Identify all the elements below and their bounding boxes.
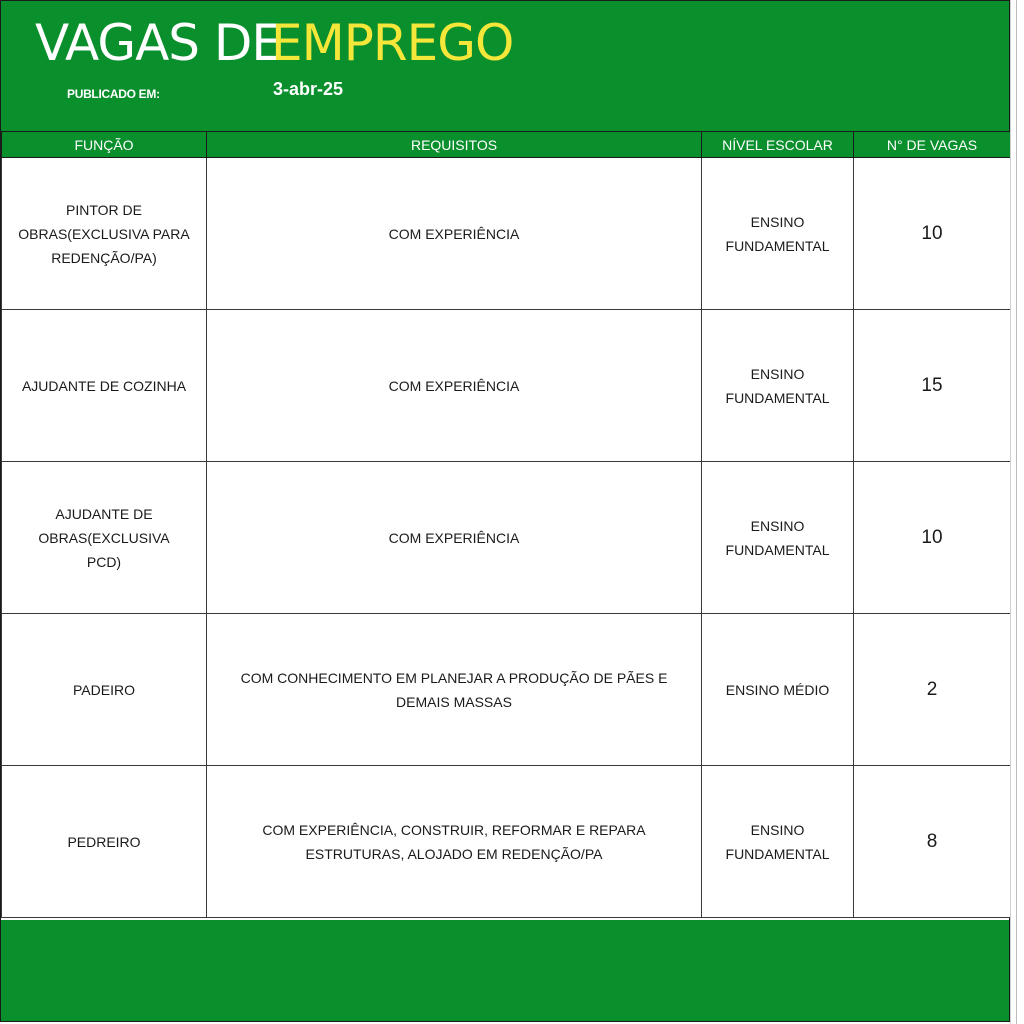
column-header-funcao: FUNÇÃO <box>2 132 207 158</box>
table-row <box>2 310 1011 462</box>
column-header-requisitos: REQUISITOS <box>207 132 702 158</box>
published-label: PUBLICADO EM: <box>67 87 160 101</box>
column-header-numero-vagas: N° DE VAGAS <box>854 132 1011 158</box>
cell-numero-vagas: 2 <box>854 614 1011 766</box>
cell-nivel-escolar: ENSINO FUNDAMENTAL <box>702 310 854 462</box>
table-row <box>2 766 1011 918</box>
header-banner <box>1 1 1009 131</box>
cell-numero-vagas: 15 <box>854 310 1011 462</box>
cell-funcao: PEDREIRO <box>2 766 207 918</box>
table-row <box>2 462 1011 614</box>
table-row <box>2 614 1011 766</box>
cell-funcao: AJUDANTE DE COZINHA <box>2 310 207 462</box>
cell-nivel-escolar: ENSINO FUNDAMENTAL <box>702 158 854 310</box>
cell-numero-vagas: 8 <box>854 766 1011 918</box>
jobs-table <box>1 131 1011 918</box>
table-header-row <box>2 132 1011 158</box>
table-row <box>2 158 1011 310</box>
title-emprego: EMPREGO <box>271 14 514 72</box>
cell-nivel-escolar: ENSINO FUNDAMENTAL <box>702 766 854 918</box>
cell-requisitos: COM EXPERIÊNCIA <box>207 158 702 310</box>
page-edge <box>1010 0 1024 1024</box>
column-header-nivel-escolar: NÍVEL ESCOLAR <box>702 132 854 158</box>
title-vagas-de: VAGAS DE <box>35 14 283 72</box>
footer-banner <box>1 920 1009 1021</box>
cell-requisitos: COM EXPERIÊNCIA, CONSTRUIR, REFORMAR E REPARA ESTRUTURAS, ALOJADO EM REDENÇÃO/PA <box>207 766 702 918</box>
cell-nivel-escolar: ENSINO FUNDAMENTAL <box>702 462 854 614</box>
cell-requisitos: COM EXPERIÊNCIA <box>207 462 702 614</box>
cell-numero-vagas: 10 <box>854 462 1011 614</box>
cell-funcao: PADEIRO <box>2 614 207 766</box>
published-date: 3-abr-25 <box>273 79 344 99</box>
cell-nivel-escolar: ENSINO MÉDIO <box>702 614 854 766</box>
cell-requisitos: COM EXPERIÊNCIA <box>207 310 702 462</box>
cell-numero-vagas: 10 <box>854 158 1011 310</box>
cell-funcao: AJUDANTE DE OBRAS(EXCLUSIVA PCD) <box>2 462 207 614</box>
page-edge-line <box>1016 0 1017 1024</box>
cell-funcao: PINTOR DE OBRAS(EXCLUSIVA PARA REDENÇÃO/PA) <box>2 158 207 310</box>
cell-requisitos: COM CONHECIMENTO EM PLANEJAR A PRODUÇÃO DE PÃES E DEMAIS MASSAS <box>207 614 702 766</box>
